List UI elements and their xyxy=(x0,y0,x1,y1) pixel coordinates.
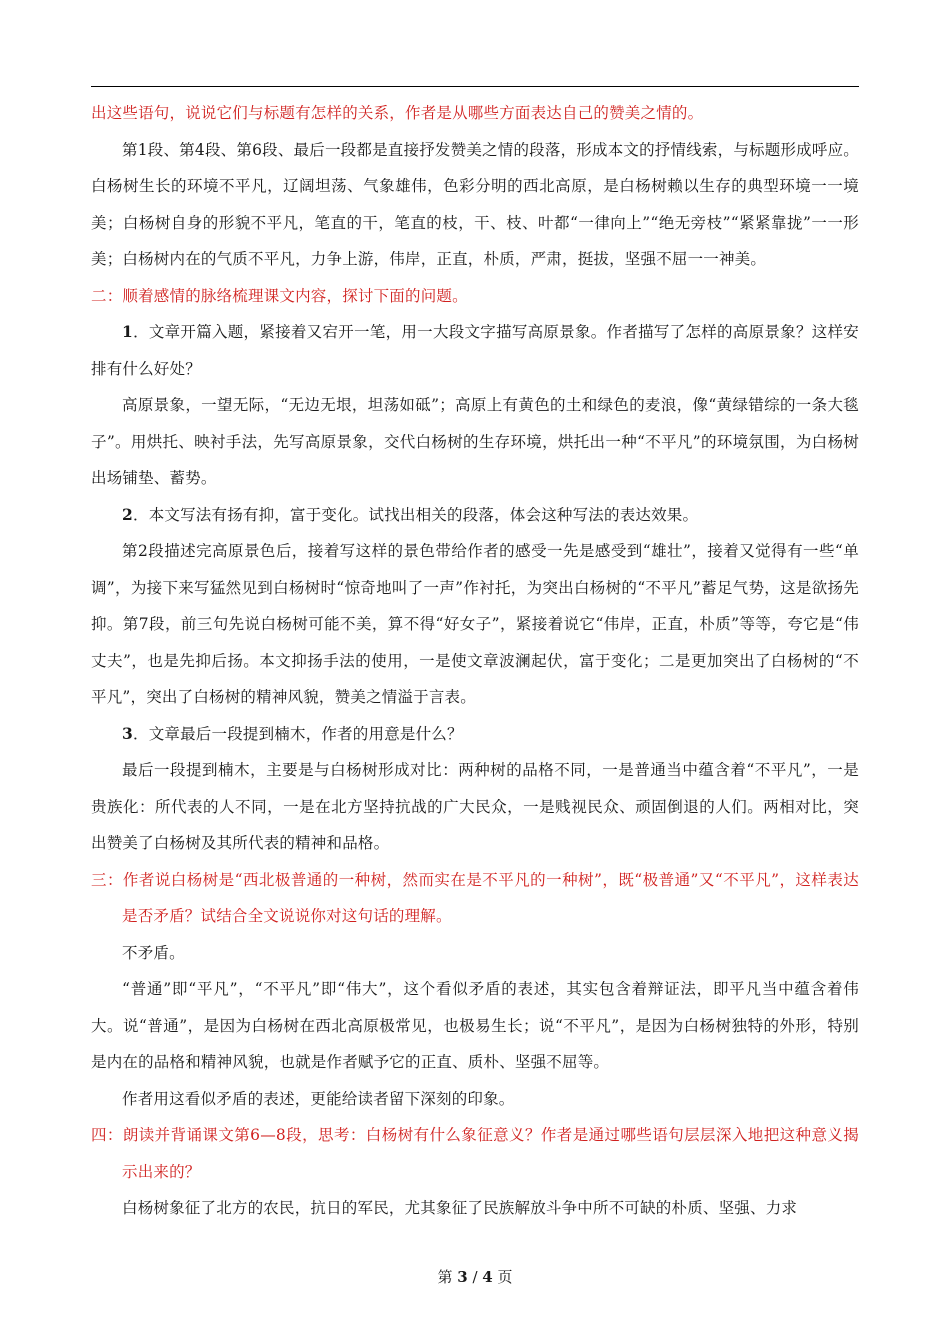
question-paragraph xyxy=(91,716,859,753)
question-text: ．本文写法有扬有抑，富于变化。试找出相关的段落，体会这种写法的表达效果。 xyxy=(133,505,699,524)
document-body xyxy=(91,95,859,1227)
paragraph: 高原景象，一望无际，“无边无垠，坦荡如砥”；高原上有黄色的土和绿色的麦浪，像“黄绿错综的一条大毯子”。用烘托、映衬手法，先写高原景象，交代白杨树的生存环境，烘托出一种“不平凡”的环境氛围，为白杨树出场铺垫、蓄势。 xyxy=(91,396,859,487)
section-heading: 四：朗读并背诵课文第6—8段，思考：白杨树有什么象征意义？作者是通过哪些语句层层深入地把这种意义揭示出来的？ xyxy=(91,1126,859,1181)
question-number: 1 xyxy=(122,322,133,341)
paragraph: “普通”即“平凡”，“不平凡”即“伟大”，这个看似矛盾的表述，其实包含着辩证法，即平凡当中蕴含着伟大。说“普通”，是因为白杨树在西北高原极常见，也极易生长；说“不平凡”，是因为白杨树独特的外形，特别是内在的品格和精神风貌，也就是作者赋予它的正直、质朴、坚强不屈等。 xyxy=(91,980,859,1071)
section-heading: 三：作者说白杨树是“西北极普通的一种树，然而实在是不平凡的一种树”，既“极普通”又“不平凡”，这样表达是否矛盾？试结合全文说说你对这句话的理解。 xyxy=(91,870,859,925)
paragraph: 作者用这看似矛盾的表述，更能给读者留下深刻的印象。 xyxy=(122,1089,515,1108)
section-heading: 二：顺着感情的脉络梳理课文内容，探讨下面的问题。 xyxy=(91,286,468,305)
paragraph: 最后一段提到楠木，主要是与白杨树形成对比：两种树的品格不同，一是普通当中蕴含着“不平凡”，一是贵族化：所代表的人不同，一是在北方坚持抗战的广大民众，一是贱视民众、顽固倒退的人们。两相对比，突出赞美了白杨树及其所代表的精神和品格。 xyxy=(91,761,859,852)
page-footer xyxy=(0,1266,950,1287)
footer-suffix: 页 xyxy=(492,1268,513,1286)
paragraph: 不矛盾。 xyxy=(122,943,185,962)
footer-prefix: 第 xyxy=(437,1268,458,1286)
question-text: ．文章开篇入题，紧接着又宕开一笔，用一大段文字描写高原景象。作者描写了怎样的高原景象？这样安排有什么好处？ xyxy=(91,323,859,378)
current-page: 3 xyxy=(457,1268,468,1286)
header-rule xyxy=(91,86,859,87)
question-paragraph xyxy=(91,497,859,534)
question-number: 3 xyxy=(122,723,133,743)
paragraph: 白杨树象征了北方的农民，抗日的军民，尤其象征了民族解放斗争中所不可缺的朴质、坚强、力求 xyxy=(122,1199,798,1217)
footer-sep: / xyxy=(467,1268,483,1286)
paragraph: 第2段描述完高原景色后，接着写这样的景色带给作者的感受一先是感受到“雄壮”，接着又觉得有一些“单调”，为接下来写猛然见到白杨树时“惊奇地叫了一声”作衬托，为突出白杨树的“不平凡”蓄足气势，这是欲扬先抑。第7段，前三句先说白杨树可能不美，算不得“好女子”，紧接着说它“伟岸，正直，朴质”等等，夸它是“伟丈夫”，也是先抑后扬。本文抑扬手法的使用，一是使文章波澜起伏，富于变化；二是更加突出了白杨树的“不平凡”，突出了白杨树的精神风貌，赞美之情溢于言表。 xyxy=(91,542,859,706)
paragraph: 第1段、第4段、第6段、最后一段都是直接抒发赞美之情的段落，形成本文的抒情线索，与标题形成呼应。白杨树生长的环境不平凡，辽阔坦荡、气象雄伟，色彩分明的西北高原，是白杨树赖以生存的典型环境一一境美；白杨树自身的形貌不平凡，笔直的干，笔直的枝，干、枝、叶都“一律向上”“绝无旁枝”“紧紧靠拢”一一形美；白杨树内在的气质不平凡，力争上游，伟岸，正直，朴质，严肃，挺拔，坚强不屈一一神美。 xyxy=(91,140,859,268)
total-pages: 4 xyxy=(482,1268,493,1286)
question-paragraph xyxy=(91,314,859,387)
question-text: ．文章最后一段提到楠木，作者的用意是什么？ xyxy=(133,724,463,743)
question-number: 2 xyxy=(122,504,133,524)
paragraph: 出这些语句，说说它们与标题有怎样的关系，作者是从哪些方面表达自己的赞美之情的。 xyxy=(91,104,704,122)
